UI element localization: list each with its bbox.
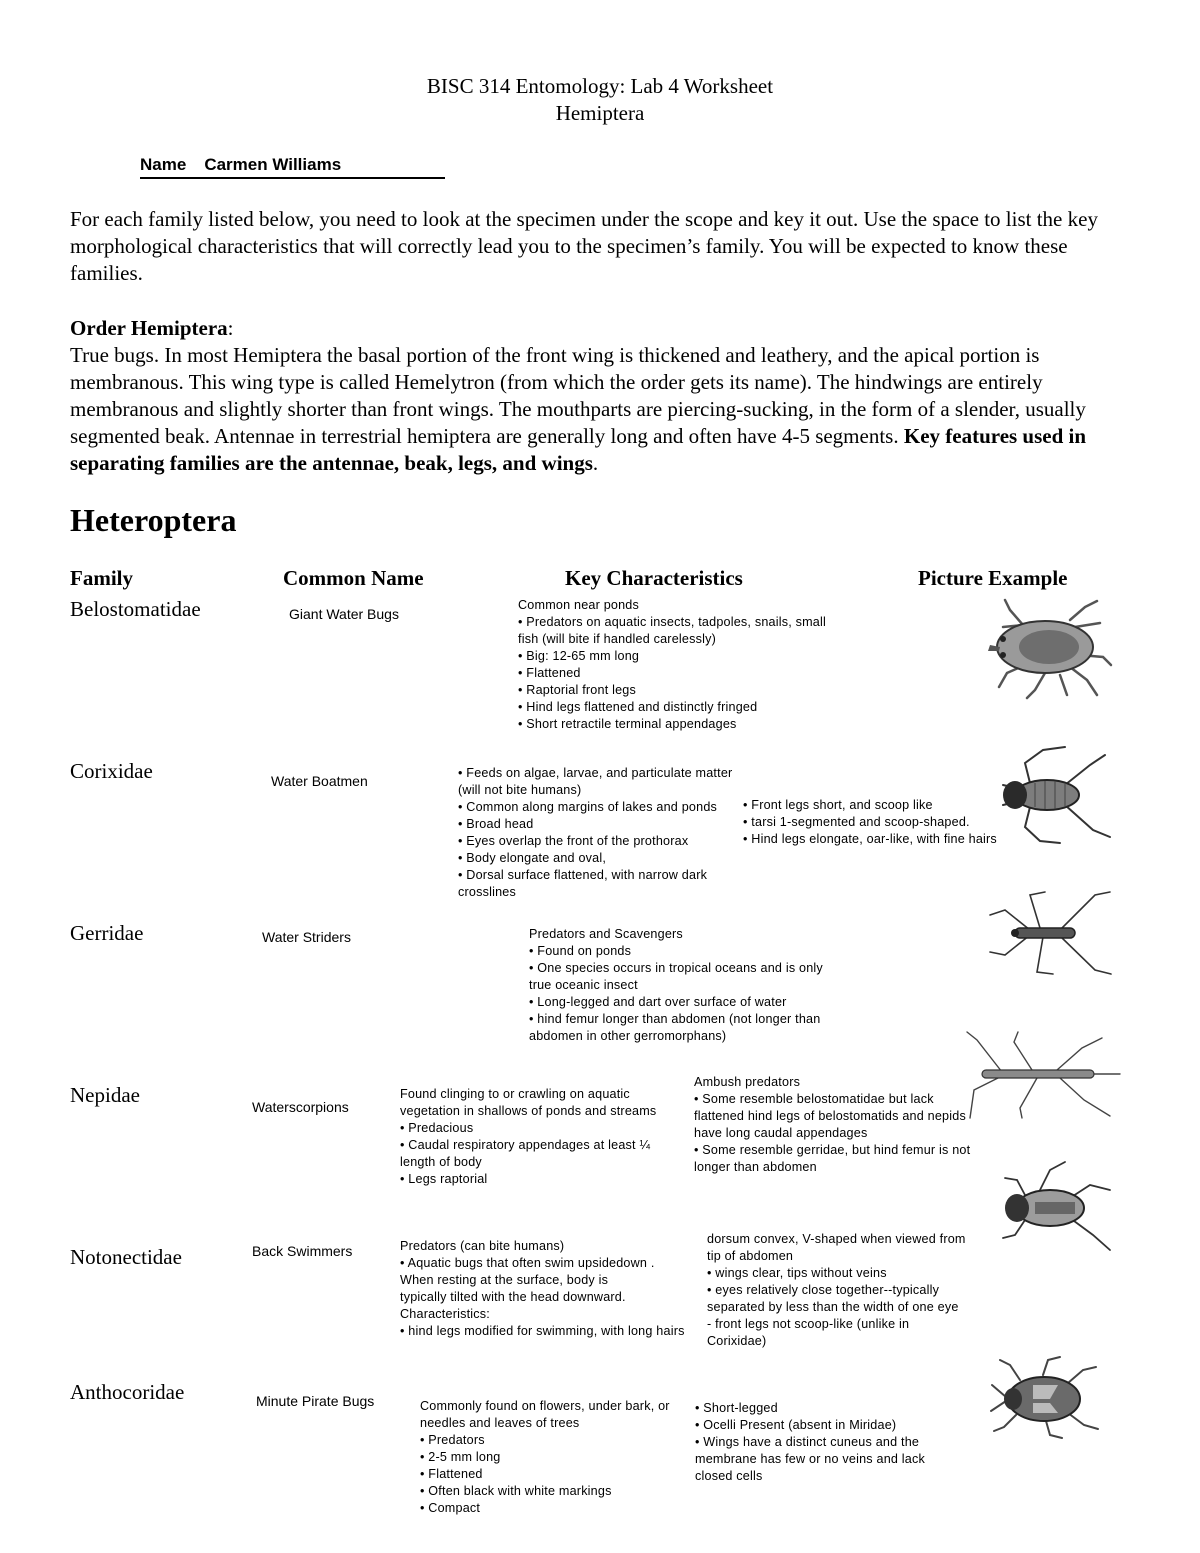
- column-common-name: Common Name: [283, 566, 424, 590]
- water-scorpion-image: [962, 1030, 1122, 1120]
- document-subtitle: Hemiptera: [555, 101, 645, 125]
- order-description: [70, 315, 1130, 477]
- order-key-features: Key features used in separating families are the antennae, beak, legs, and wings: [70, 424, 1087, 475]
- section-title: Heteroptera: [70, 502, 237, 538]
- water-boatman-image: [985, 745, 1115, 845]
- key-characteristics: • Feeds on algae, larvae, and particulate matter (will not bite humans) • Common along margins of lakes and ponds • Broad head • Eyes overlap the front of the prothorax • Body elongate and oval, • Dorsal surface flattened, with narrow dark crosslines: [458, 766, 733, 899]
- common-name: Waterscorpions: [252, 1099, 349, 1115]
- instructions-paragraph: For each family listed below, you need to look at the specimen under the scope and key it out. Use the space to list the key morphological characteristics that will correctly lead you to the specimen’s family. You will be expected to know these families.: [70, 207, 1098, 285]
- family-notonectidae: Notonectidae: [70, 1245, 182, 1269]
- column-picture-example: Picture Example: [918, 566, 1068, 590]
- back-swimmer-image: [995, 1160, 1115, 1255]
- common-name: Water Boatmen: [271, 773, 368, 789]
- key-characteristics-continued: Ambush predators • Some resemble belostomatidae but lack flattened hind legs of belostomatids and nepids have long caudal appendages • Some resemble gerridae, but hind femur is not longer than abdomen: [694, 1075, 971, 1174]
- family-belostomatidae: Belostomatidae: [70, 597, 201, 621]
- common-name: Water Striders: [262, 929, 351, 945]
- family-nepidae: Nepidae: [70, 1083, 140, 1107]
- key-characteristics: Predators and Scavengers • Found on ponds • One species occurs in tropical oceans and is only true oceanic insect • Long-legged and dart over surface of water • hind femur longer than abdomen (not longer than abdomen in other gerromorphans): [529, 927, 823, 1043]
- document-title: BISC 314 Entomology: Lab 4 Worksheet: [426, 74, 774, 98]
- order-end: .: [592, 451, 599, 475]
- key-characteristics-continued: dorsum convex, V-shaped when viewed from tip of abdomen • wings clear, tips without veins • eyes relatively close together--typically separated by less than the width of one eye - front legs not scoop-like (unlike in Corixidae): [707, 1232, 966, 1348]
- common-name: Giant Water Bugs: [289, 606, 399, 622]
- key-characteristics: Predators (can bite humans) • Aquatic bugs that often swim upsidedown . When resting at the surface, body is typically tilted with the head downward. Characteristics: • hind legs modified for swimming, with long hairs: [400, 1239, 685, 1338]
- common-name: Minute Pirate Bugs: [256, 1393, 375, 1409]
- water-strider-image: [985, 890, 1115, 975]
- giant-water-bug-image: [985, 595, 1115, 700]
- key-characteristics: Common near ponds • Predators on aquatic insects, tadpoles, snails, small fish (will bite if handled carelessly) • Big: 12-65 mm long • Flattened • Raptorial front legs • Hind legs flattened and distinctly fringed • Short retractile terminal appendages: [518, 598, 827, 731]
- column-family: Family: [70, 566, 133, 590]
- key-characteristics: Commonly found on flowers, under bark, or needles and leaves of trees • Predators • 2-5 mm long • Flattened • Often black with white markings • Compact: [420, 1399, 670, 1515]
- common-name: Back Swimmers: [252, 1243, 353, 1259]
- key-characteristics: Found clinging to or crawling on aquatic vegetation in shallows of ponds and streams • Predacious • Caudal respiratory appendages at least ¼ length of body • Legs raptorial: [400, 1087, 657, 1186]
- minute-pirate-bug-image: [988, 1355, 1100, 1440]
- name-field: [140, 155, 445, 179]
- order-text: True bugs. In most Hemiptera the basal portion of the front wing is thickened and leathery, and the apical portion is membranous. This wing type is called Hemelytron (from which the order gets its name). The hindwings are entirely membranous and slightly shorter than front wings. The mouthparts are piercing-sucking, in the form of a slender, usually segmented beak. Antennae in terrestrial hemiptera are generally long and often have 4-5 segments.: [70, 343, 1086, 448]
- order-heading-colon: :: [227, 316, 234, 340]
- family-gerridae: Gerridae: [70, 921, 144, 945]
- name-label: Name: [140, 155, 187, 174]
- key-characteristics-continued: • Short-legged • Ocelli Present (absent in Miridae) • Wings have a distinct cuneus and the membrane has few or no veins and lack closed cells: [695, 1401, 926, 1483]
- order-heading: Order Hemiptera: [70, 316, 228, 340]
- key-characteristics-continued: • Front legs short, and scoop like • tarsi 1-segmented and scoop-shaped. • Hind legs elongate, oar-like, with fine hairs: [743, 798, 997, 846]
- name-value: Carmen Williams: [204, 155, 342, 174]
- family-anthocoridae: Anthocoridae: [70, 1380, 185, 1404]
- column-key-characteristics: Key Characteristics: [565, 566, 743, 590]
- family-corixidae: Corixidae: [70, 759, 153, 783]
